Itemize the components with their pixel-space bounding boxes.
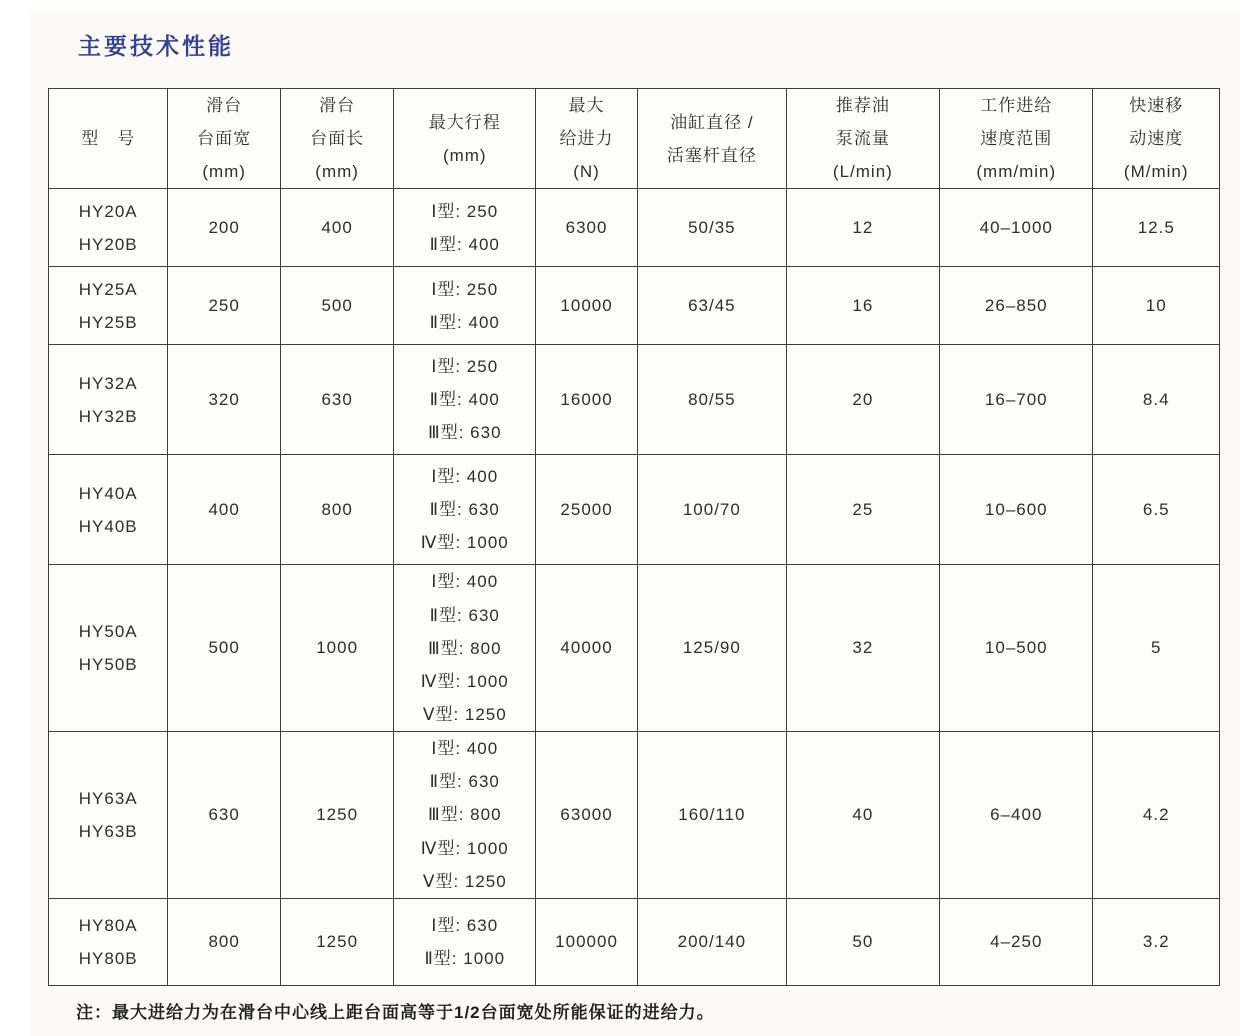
cell-pump-flow: 40 [786, 732, 939, 899]
cell-model: HY63A HY63B [49, 732, 168, 899]
cell-model: HY25A HY25B [49, 267, 168, 345]
cell-slide-table-width: 250 [168, 267, 280, 345]
table-row [49, 732, 1220, 899]
cell-cylinder-piston-diameter: 125/90 [637, 565, 786, 732]
table-row [49, 189, 1220, 267]
cell-pump-flow: 25 [786, 455, 939, 565]
cell-max-feed-force: 100000 [536, 898, 638, 985]
cell-feed-speed-range: 40–1000 [940, 189, 1093, 267]
cell-rapid-speed: 12.5 [1093, 189, 1220, 267]
cell-feed-speed-range: 26–850 [940, 267, 1093, 345]
cell-slide-table-length: 800 [280, 455, 394, 565]
cell-pump-flow: 50 [786, 898, 939, 985]
cell-model: HY50A HY50B [49, 565, 168, 732]
page-title: 主要技术性能 [78, 33, 234, 59]
cell-slide-table-length: 1250 [280, 898, 394, 985]
cell-rapid-speed: 3.2 [1093, 898, 1220, 985]
cell-max-feed-force: 63000 [536, 732, 638, 899]
cell-max-stroke: Ⅰ型: 250 Ⅱ型: 400 [394, 267, 536, 345]
cell-slide-table-width: 800 [168, 898, 280, 985]
cell-max-stroke: Ⅰ型: 250 Ⅱ型: 400 [394, 189, 536, 267]
cell-feed-speed-range: 6–400 [940, 732, 1093, 899]
table-row [49, 267, 1220, 345]
footnote: 注：最大进给力为在滑台中心线上距台面高等于1/2台面宽处所能保证的进给力。 [76, 1003, 715, 1022]
cell-max-feed-force: 10000 [536, 267, 638, 345]
cell-max-stroke: Ⅰ型: 250 Ⅱ型: 400 Ⅲ型: 630 [394, 345, 536, 455]
cell-max-feed-force: 16000 [536, 345, 638, 455]
cell-rapid-speed: 8.4 [1093, 345, 1220, 455]
cell-slide-table-length: 400 [280, 189, 394, 267]
column-header-max-feed-force: 最大 给进力 (N) [536, 89, 638, 189]
cell-max-stroke: Ⅰ型: 400 Ⅱ型: 630 Ⅲ型: 800 Ⅳ型: 1000 Ⅴ型: 1250 [394, 732, 536, 899]
cell-model: HY20A HY20B [49, 189, 168, 267]
cell-model: HY40A HY40B [49, 455, 168, 565]
cell-slide-table-width: 320 [168, 345, 280, 455]
cell-slide-table-width: 500 [168, 565, 280, 732]
cell-max-stroke: Ⅰ型: 400 Ⅱ型: 630 Ⅳ型: 1000 [394, 455, 536, 565]
cell-rapid-speed: 4.2 [1093, 732, 1220, 899]
cell-rapid-speed: 10 [1093, 267, 1220, 345]
cell-model: HY80A HY80B [49, 898, 168, 985]
cell-cylinder-piston-diameter: 80/55 [637, 345, 786, 455]
column-header-slide-table-length: 滑台 台面长 (mm) [280, 89, 394, 189]
cell-pump-flow: 20 [786, 345, 939, 455]
column-header-pump-flow: 推荐油 泵流量 (L/min) [786, 89, 939, 189]
cell-cylinder-piston-diameter: 63/45 [637, 267, 786, 345]
spec-table [48, 88, 1220, 986]
cell-model: HY32A HY32B [49, 345, 168, 455]
cell-rapid-speed: 5 [1093, 565, 1220, 732]
column-header-max-stroke: 最大行程 (mm) [394, 89, 536, 189]
cell-feed-speed-range: 10–500 [940, 565, 1093, 732]
cell-cylinder-piston-diameter: 200/140 [637, 898, 786, 985]
table-row [49, 345, 1220, 455]
column-header-feed-speed-range: 工作进给 速度范围 (mm/min) [940, 89, 1093, 189]
cell-max-feed-force: 40000 [536, 565, 638, 732]
cell-slide-table-length: 630 [280, 345, 394, 455]
cell-rapid-speed: 6.5 [1093, 455, 1220, 565]
cell-cylinder-piston-diameter: 50/35 [637, 189, 786, 267]
cell-max-stroke: Ⅰ型: 630 Ⅱ型: 1000 [394, 898, 536, 985]
cell-slide-table-width: 630 [168, 732, 280, 899]
cell-max-stroke: Ⅰ型: 400 Ⅱ型: 630 Ⅲ型: 800 Ⅳ型: 1000 Ⅴ型: 1250 [394, 565, 536, 732]
spec-table-header [49, 89, 1220, 189]
cell-cylinder-piston-diameter: 100/70 [637, 455, 786, 565]
column-header-cylinder-piston-diameter: 油缸直径 / 活塞杆直径 [637, 89, 786, 189]
column-header-slide-table-width: 滑台 台面宽 (mm) [168, 89, 280, 189]
cell-pump-flow: 16 [786, 267, 939, 345]
cell-feed-speed-range: 16–700 [940, 345, 1093, 455]
cell-pump-flow: 12 [786, 189, 939, 267]
table-row [49, 455, 1220, 565]
spec-table-body [49, 189, 1220, 985]
cell-slide-table-length: 500 [280, 267, 394, 345]
cell-slide-table-length: 1000 [280, 565, 394, 732]
cell-pump-flow: 32 [786, 565, 939, 732]
cell-slide-table-length: 1250 [280, 732, 394, 899]
column-header-model: 型 号 [49, 89, 168, 189]
column-header-rapid-speed: 快速移 动速度 (M/min) [1093, 89, 1220, 189]
cell-feed-speed-range: 4–250 [940, 898, 1093, 985]
table-row [49, 898, 1220, 985]
cell-max-feed-force: 6300 [536, 189, 638, 267]
cell-slide-table-width: 200 [168, 189, 280, 267]
cell-cylinder-piston-diameter: 160/110 [637, 732, 786, 899]
cell-max-feed-force: 25000 [536, 455, 638, 565]
table-row [49, 565, 1220, 732]
cell-slide-table-width: 400 [168, 455, 280, 565]
cell-feed-speed-range: 10–600 [940, 455, 1093, 565]
header-row [49, 89, 1220, 189]
